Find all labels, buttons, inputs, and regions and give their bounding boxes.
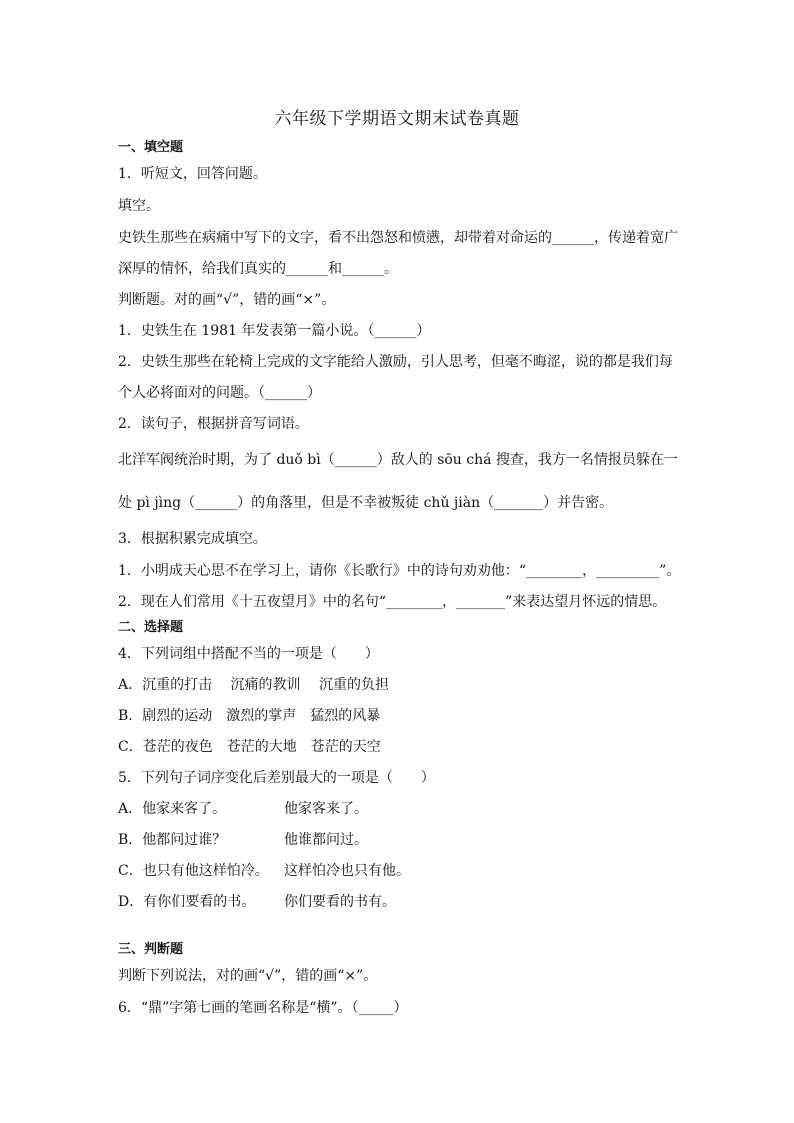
pinyin-sentence-line-2: 处 pì jìng（______）的角落里，但是不幸被叛徒 chǔ jiàn（_______）并告密。	[118, 495, 614, 511]
q4-option-a: A．沉重的打击 沉痛的教训 沉重的负担	[118, 677, 390, 693]
q5-option-a-variant: 他家客来了。	[284, 801, 368, 817]
section-heading-judge: 三、判断题	[118, 942, 184, 957]
section-heading-fill-blank: 一、填空题	[118, 140, 184, 155]
q4-option-b: B．剧烈的运动 激烈的掌声 猛烈的风暴	[118, 708, 381, 724]
question-4: 4．下列词组中搭配不当的一项是（ ）	[118, 646, 379, 662]
pinyin-sentence-line-1: 北洋军阀统治时期，为了 duǒ bì（______）敌人的 sōu chá 搜查，我方一名情报员躲在一	[118, 452, 678, 468]
judge-item-2-line-2: 个人必将面对的问题。（______）	[118, 385, 321, 401]
judge-item-1: 1．史铁生在 1981 年发表第一篇小说。（______）	[118, 323, 431, 339]
sub-heading-fill: 填空。	[118, 198, 160, 214]
q4-option-c: C．苍茫的夜色 苍茫的大地 苍茫的天空	[118, 739, 381, 755]
question-2: 2．读句子，根据拼音写词语。	[118, 416, 309, 432]
passage-line-1: 史铁生那些在病痛中写下的文字，看不出怨怒和愤懑，却带着对命运的______，传递着宽广	[118, 230, 678, 246]
section-heading-choice: 二、选择题	[118, 620, 184, 635]
question-1: 1．听短文，回答问题。	[118, 166, 267, 182]
question-6: 6．“鼎”字第七画的笔画名称是“横”。（_____）	[118, 1000, 408, 1016]
q5-option-c-variant: 这样怕冷也只有他。	[284, 863, 410, 879]
page-title: 六年级下学期语文期末试卷真题	[274, 109, 520, 129]
poem-fill-2: 2．现在人们常用《十五夜望月》中的名句“________，_______”来表达望月怀远的情思。	[118, 594, 667, 610]
q5-option-b: B．他都问过谁？	[118, 832, 227, 848]
q5-option-d-variant: 你们要看的书有。	[284, 894, 396, 910]
question-3: 3．根据积累完成填空。	[118, 531, 267, 547]
judge-instruction: 判断下列说法，对的画“√”，错的画“×”。	[118, 968, 378, 984]
passage-line-2: 深厚的情怀，给我们真实的______和______。	[118, 261, 398, 277]
q5-option-a: A．他家来客了。	[118, 801, 227, 817]
q5-option-c: C．也只有他这样怕冷。	[118, 863, 269, 879]
poem-fill-1: 1．小明成天心思不在学习上，请你《长歌行》中的诗句劝劝他：“________，_________”。	[118, 563, 681, 579]
question-5: 5．下列句子词序变化后差别最大的一项是（ ）	[118, 770, 435, 786]
q5-option-d: D．有你们要看的书。	[118, 894, 256, 910]
judge-item-2-line-1: 2．史铁生那些在轮椅上完成的文字能给人激励，引人思考，但毫不晦涩，说的都是我们每	[118, 354, 673, 370]
sub-heading-judge: 判断题。对的画“√”，错的画“×”。	[118, 292, 336, 308]
q5-option-b-variant: 他谁都问过。	[284, 832, 368, 848]
